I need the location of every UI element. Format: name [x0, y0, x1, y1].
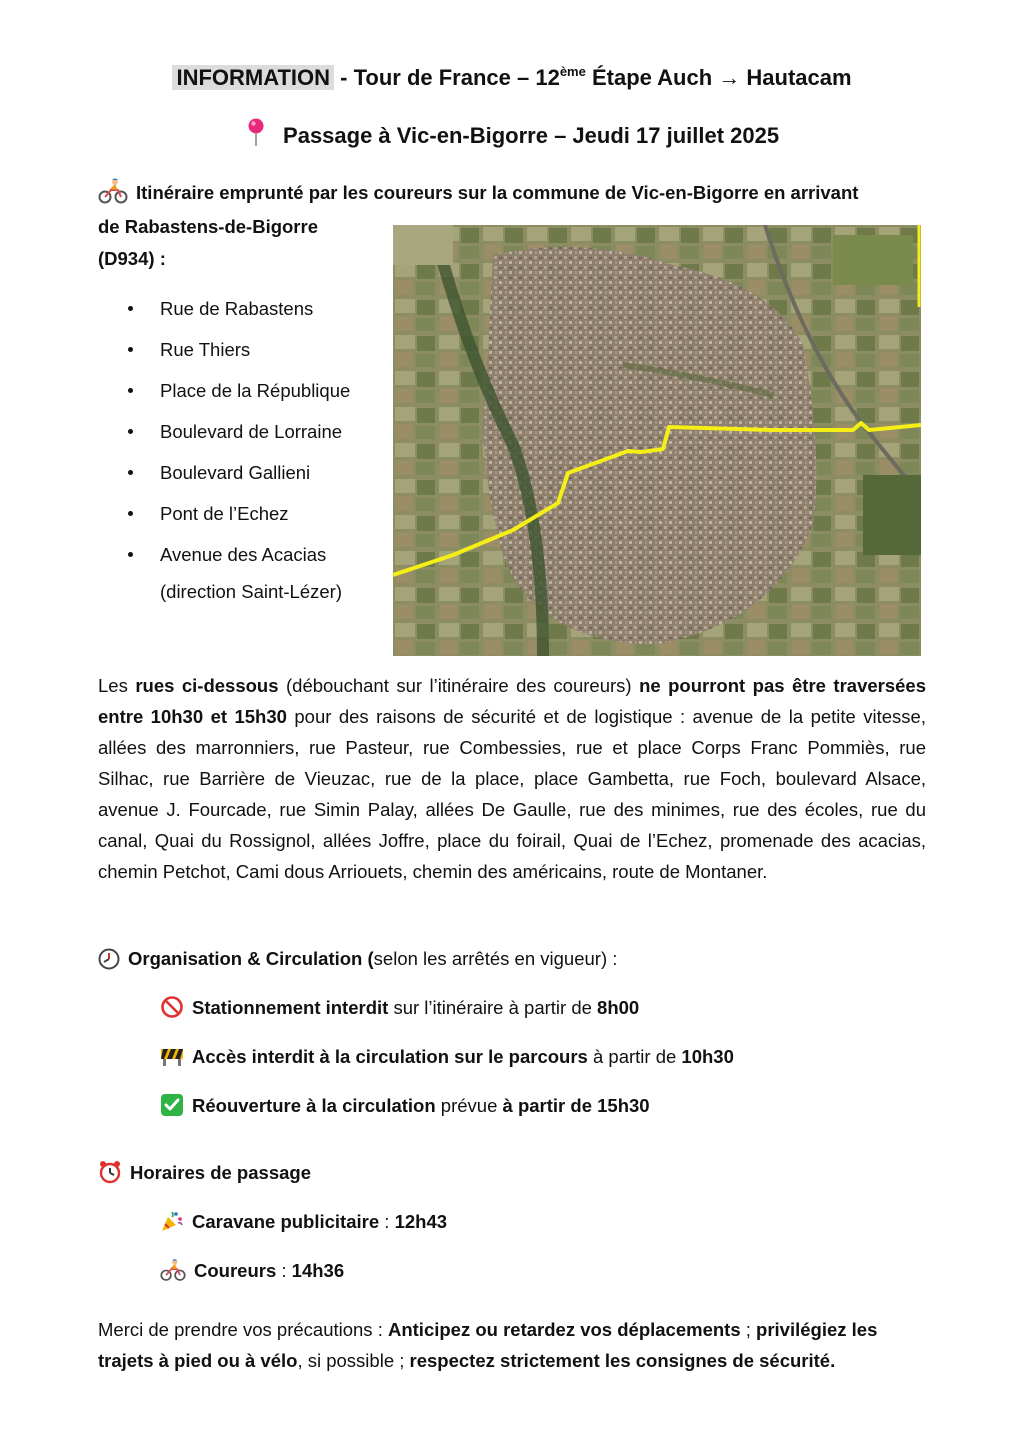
- schedule-time: 14h36: [291, 1260, 345, 1281]
- closures-text-2: (débouchant sur l’itinéraire des coureurs): [278, 675, 640, 696]
- list-item: Avenue des Acacias: [128, 534, 350, 575]
- construction-barrier-icon: [160, 1044, 184, 1078]
- item-text: prévue: [435, 1095, 503, 1116]
- alarm-clock-icon: [98, 1160, 122, 1194]
- organisation-heading-bold: Organisation & Circulation (: [128, 948, 374, 969]
- closing-bold-3: respectez strictement les consignes de sécurité.: [409, 1350, 836, 1371]
- list-item: Pont de l’Echez: [128, 493, 350, 534]
- closures-text-3: pour des raisons de sécurité et de logistique : avenue de la petite vitesse, allées des marronniers, rue Pasteur, rue Combessies, rue et place Corps Franc Pommiès, rue Silhac, rue Barrière de Vieuzac, rue de la place, place Gambetta, rue Foch, boulevard Alsace, avenue J. Fourcade, rue Simin Palay, allées De Gaulle, rue des minimes, rue des écoles, rue du canal, Quai du Rossignol, allées Joffre, place du foirail, Quai de l’Echez, promenade des acacias, chemin Petchot, Cami dous Arriouets, chemin des américains, route de Montaner.: [98, 706, 926, 882]
- schedule-label: Caravane publicitaire: [192, 1211, 380, 1232]
- item-time: à partir de 15h30: [502, 1095, 650, 1116]
- pin-icon: [245, 117, 267, 158]
- itinerary-intro: [98, 177, 938, 213]
- item-time: 8h00: [597, 997, 640, 1018]
- closures-paragraph: [98, 670, 926, 887]
- route-street-list: [128, 288, 350, 575]
- item-text: sur l’itinéraire à partir de: [388, 997, 598, 1018]
- schedule-item-caravan: [160, 1206, 447, 1243]
- item-bold: Réouverture à la circulation: [192, 1095, 436, 1116]
- closing-text-3: , si possible ;: [297, 1350, 410, 1371]
- itinerary-intro-cont: [98, 211, 378, 275]
- intro-line-3: (D934) :: [98, 248, 166, 269]
- closing-text-1: Merci de prendre vos précautions :: [98, 1319, 388, 1340]
- intro-line-2: de Rabastens-de-Bigorre: [98, 216, 318, 237]
- item-bold: Accès interdit à la circulation sur le parcours: [192, 1046, 588, 1067]
- title-main-pre: - Tour de France – 12: [334, 65, 560, 90]
- item-bold: Stationnement interdit: [192, 997, 389, 1018]
- document-subtitle: [0, 117, 1024, 158]
- closing-paragraph: [98, 1314, 928, 1376]
- title-tag: INFORMATION: [172, 65, 334, 90]
- intro-line-1: Itinéraire emprunté par les coureurs sur la commune de Vic-en-Bigorre en arrivant: [136, 182, 859, 203]
- cyclist-icon: [160, 1258, 186, 1292]
- schedule-item-riders: [160, 1255, 344, 1292]
- document-title: [0, 60, 1024, 96]
- list-item: Rue Thiers: [128, 329, 350, 370]
- clock-icon: [98, 948, 120, 980]
- organisation-heading-rest: selon les arrêtés en vigueur) :: [373, 948, 618, 969]
- list-item: Place de la République: [128, 370, 350, 411]
- schedule-heading: [98, 1157, 311, 1194]
- schedule-label: Coureurs: [194, 1260, 277, 1281]
- title-main-post: Étape Auch → Hautacam: [585, 65, 852, 90]
- closures-bold-2: ne pourront pas être traversées entre 10h30 et 15h30: [98, 675, 927, 727]
- organisation-item-parking: [160, 992, 639, 1029]
- item-time: 10h30: [681, 1046, 734, 1067]
- list-item: Rue de Rabastens: [128, 288, 350, 329]
- last-street-note: (direction Saint-Lézer): [160, 581, 342, 602]
- schedule-separator: :: [276, 1260, 292, 1281]
- check-mark-icon: [160, 1093, 184, 1127]
- title-superscript: ème: [559, 64, 586, 79]
- subtitle-text: Passage à Vic-en-Bigorre – Jeudi 17 juillet 2025: [283, 123, 780, 149]
- no-entry-icon: [160, 995, 184, 1029]
- item-text: à partir de: [587, 1046, 682, 1067]
- closures-text-1: Les: [98, 675, 136, 696]
- closing-text-2: ;: [740, 1319, 757, 1340]
- closures-bold-1: rues ci-dessous: [135, 675, 279, 696]
- closing-bold-1: Anticipez ou retardez vos déplacements: [387, 1319, 741, 1340]
- organisation-heading: [98, 943, 617, 980]
- organisation-item-access: [160, 1041, 734, 1078]
- cyclist-icon: [98, 178, 128, 213]
- schedule-separator: :: [379, 1211, 395, 1232]
- schedule-heading-text: Horaires de passage: [130, 1162, 311, 1183]
- aerial-route-map: [393, 225, 921, 656]
- organisation-item-reopen: [160, 1090, 650, 1127]
- party-popper-icon: [160, 1209, 184, 1243]
- list-item: Boulevard de Lorraine: [128, 411, 350, 452]
- closing-bold-2: privilégiez les trajets à pied ou à vélo: [98, 1319, 878, 1371]
- schedule-time: 12h43: [394, 1211, 448, 1232]
- list-item: Boulevard Gallieni: [128, 452, 350, 493]
